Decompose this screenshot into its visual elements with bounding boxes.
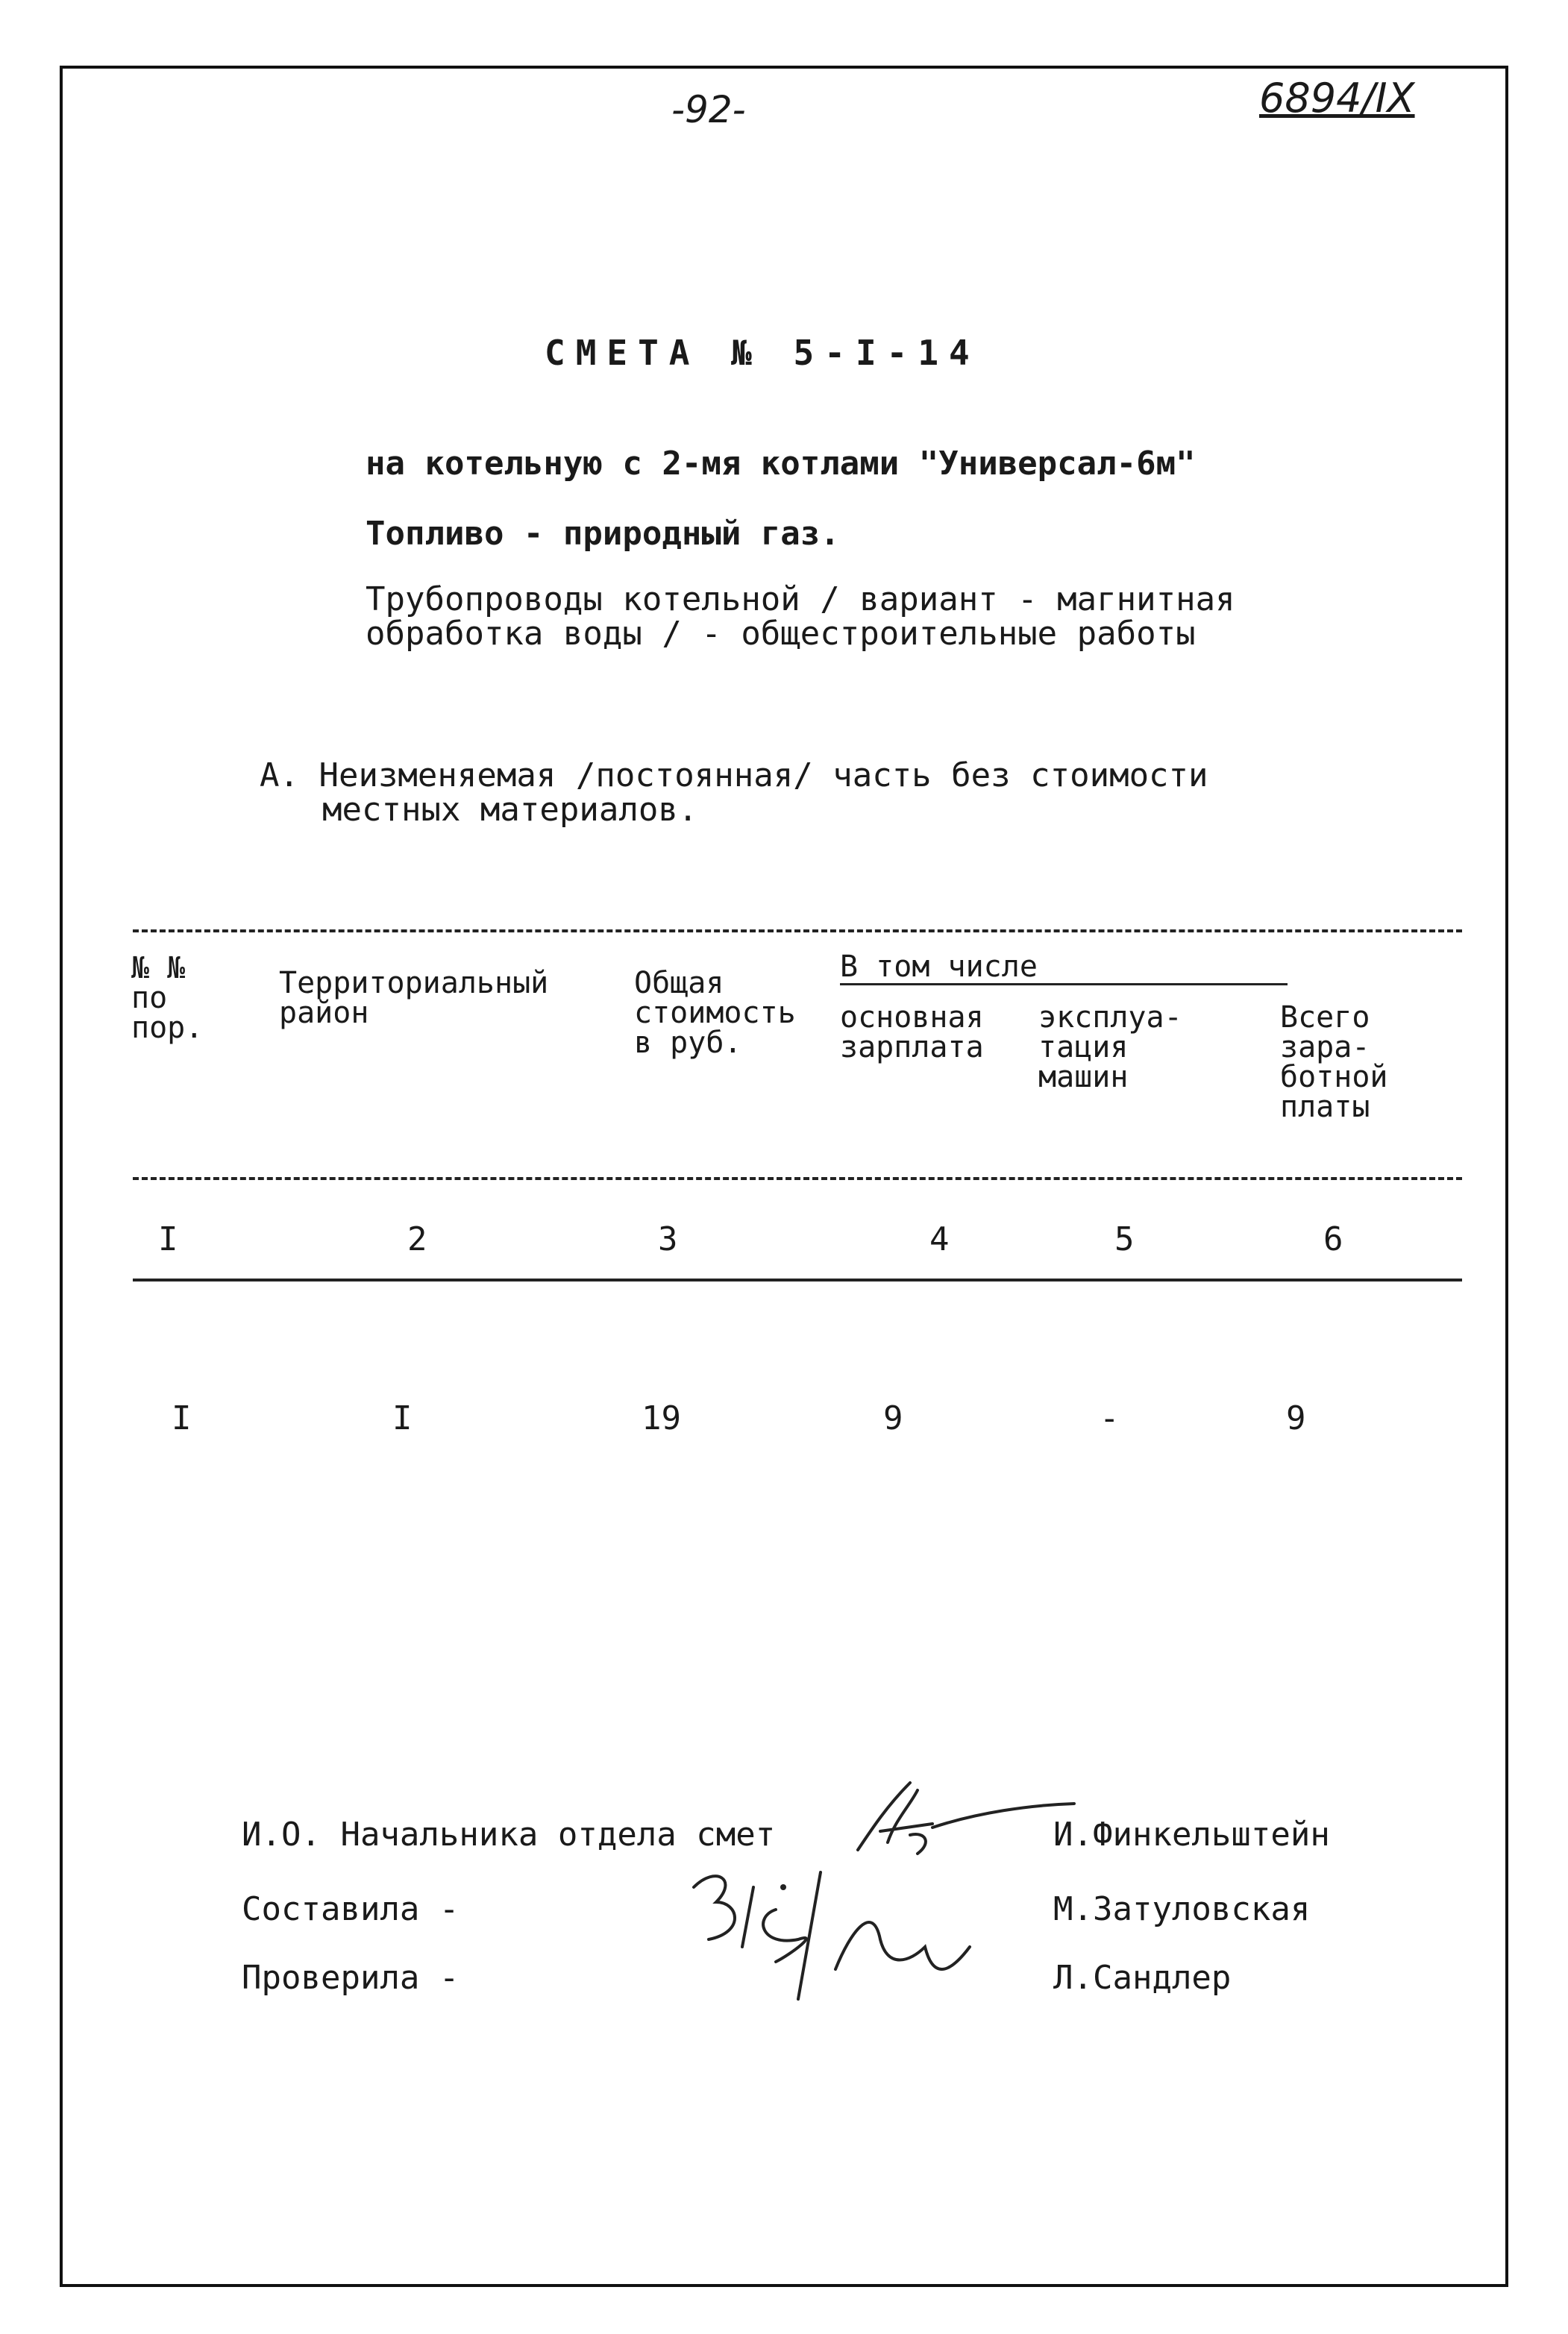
document-title: СМЕТА № 5-I-14 <box>545 333 980 373</box>
header-bottom-rule <box>133 1177 1462 1180</box>
subtitle-line-1: на котельную с 2-мя котлами "Универсал-6м" <box>366 445 1196 483</box>
cell-base-salary: 9 <box>883 1399 903 1437</box>
column-number-1: I <box>158 1220 178 1258</box>
header-group-including: В том числе <box>840 950 1038 984</box>
subtitle-line-2: Топливо - природный газ. <box>366 515 840 553</box>
subtitle-line-3: Трубопроводы котельной / вариант - магнитная <box>366 580 1235 618</box>
section-line-1: А. Неизменяемая /постоянная/ часть без стоимости <box>260 756 1208 794</box>
signature-name-checked: Л.Сандлер <box>1053 1959 1232 1997</box>
cell-total-wages: 9 <box>1286 1399 1306 1437</box>
header-row-number: № № по пор. <box>131 951 204 1045</box>
frame-bottom-border <box>60 2284 1508 2287</box>
group-underline <box>840 983 1288 985</box>
frame-top-border <box>60 66 1508 69</box>
cell-row-number: I <box>172 1399 192 1437</box>
header-total-cost: Общая стоимость в руб. <box>634 966 796 1060</box>
handwritten-signature-1 <box>806 1760 1089 1872</box>
frame-right-border <box>1505 66 1508 2287</box>
column-number-5: 5 <box>1114 1220 1135 1258</box>
signature-role-compiled: Составила - <box>242 1890 460 1928</box>
header-territorial-district: Территориальный район <box>279 966 549 1030</box>
cell-district: I <box>392 1399 413 1437</box>
column-number-3: 3 <box>658 1220 678 1258</box>
signature-name-head: И.Финкельштейн <box>1053 1816 1330 1854</box>
page-number: -92- <box>671 88 746 131</box>
table-top-rule <box>133 929 1462 932</box>
cell-total-cost: 19 <box>642 1399 681 1437</box>
section-line-2: местных материалов. <box>322 791 698 829</box>
signature-role-head: И.О. Начальника отдела смет <box>242 1816 776 1854</box>
header-machine-operation: эксплуа- тация машин <box>1038 1000 1182 1094</box>
handwritten-signature-2 <box>671 1857 985 2007</box>
frame-left-border <box>60 66 63 2287</box>
signature-name-compiled: М.Затуловская <box>1053 1890 1311 1928</box>
signature-role-checked: Проверила - <box>242 1959 460 1997</box>
column-numbers-rule <box>133 1279 1462 1281</box>
subtitle-line-4: обработка воды / - общестроительные работы <box>366 615 1196 653</box>
cell-machine-operation: - <box>1100 1399 1120 1437</box>
column-number-4: 4 <box>929 1220 950 1258</box>
header-total-wages: Всего зара- ботной платы <box>1280 1000 1388 1124</box>
header-base-salary: основная зарплата <box>840 1000 984 1064</box>
column-number-2: 2 <box>407 1220 427 1258</box>
archive-number: 6894/IX <box>1259 75 1415 122</box>
column-number-6: 6 <box>1323 1220 1343 1258</box>
